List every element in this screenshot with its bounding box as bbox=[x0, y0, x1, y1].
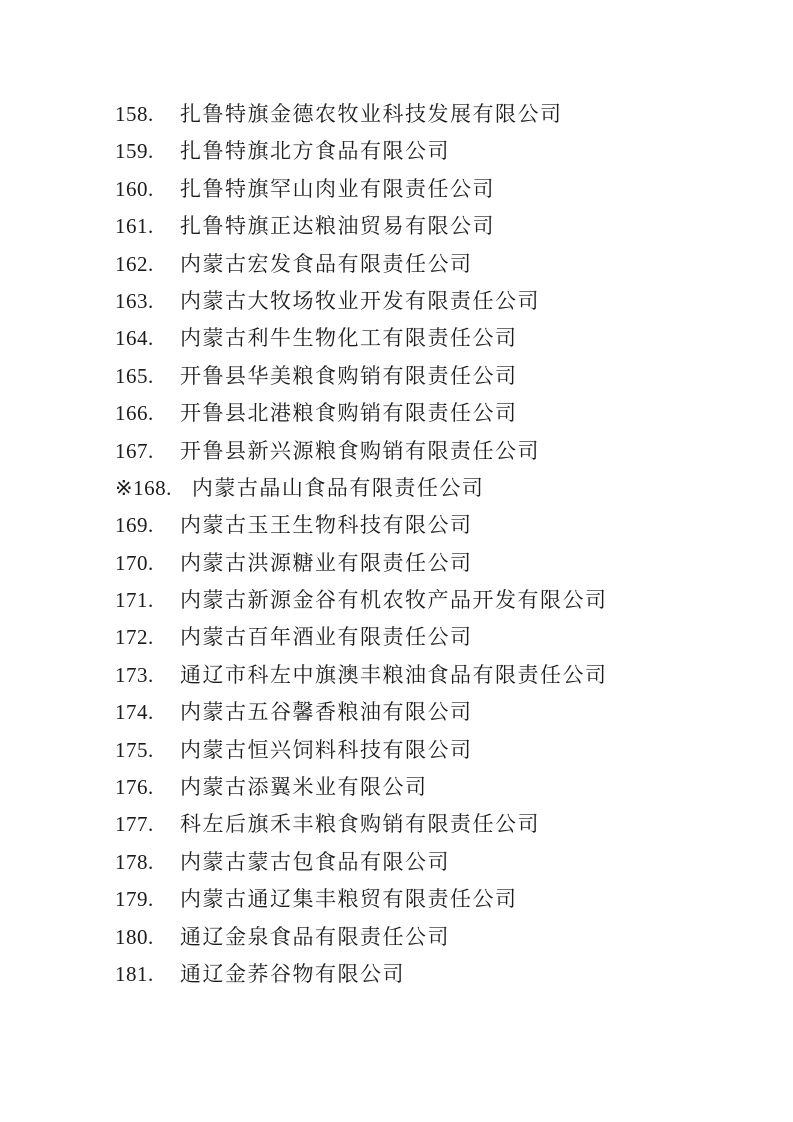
list-item bbox=[115, 283, 733, 320]
item-name: 内蒙古添翼米业有限公司 bbox=[180, 775, 428, 800]
item-number: 167. bbox=[115, 438, 154, 463]
item-name: 内蒙古玉王生物科技有限公司 bbox=[180, 513, 473, 538]
item-name: 通辽金荞谷物有限公司 bbox=[180, 961, 405, 986]
company-list bbox=[115, 96, 733, 993]
list-item bbox=[115, 507, 733, 544]
list-item bbox=[115, 96, 733, 133]
item-name: 开鲁县北港粮食购销有限责任公司 bbox=[180, 401, 518, 426]
item-name: 内蒙古利牛生物化工有限责任公司 bbox=[180, 326, 518, 351]
item-name: 内蒙古通辽集丰粮贸有限责任公司 bbox=[180, 887, 518, 912]
list-item bbox=[115, 171, 733, 208]
item-number: 161. bbox=[115, 214, 154, 239]
item-name: 扎鲁特旗正达粮油贸易有限公司 bbox=[180, 214, 495, 239]
item-number: 160. bbox=[115, 176, 154, 201]
item-name: 内蒙古恒兴饲料科技有限公司 bbox=[180, 737, 473, 762]
list-item bbox=[115, 694, 733, 731]
item-number: 165. bbox=[115, 363, 154, 388]
item-number: 158. bbox=[115, 102, 154, 126]
item-number: 166. bbox=[115, 401, 154, 426]
item-number: 178. bbox=[115, 849, 154, 874]
list-item bbox=[115, 582, 733, 619]
list-item bbox=[115, 619, 733, 656]
item-name: 通辽金泉食品有限责任公司 bbox=[180, 924, 450, 949]
item-name: 开鲁县新兴源粮食购销有限责任公司 bbox=[180, 438, 540, 463]
item-number: 180. bbox=[115, 924, 154, 949]
list-item bbox=[115, 133, 733, 170]
item-name: 内蒙古宏发食品有限责任公司 bbox=[180, 251, 473, 276]
item-name: 内蒙古洪源糖业有限责任公司 bbox=[180, 550, 473, 575]
list-item bbox=[115, 395, 733, 432]
list-item bbox=[115, 470, 733, 507]
item-number: 164. bbox=[115, 326, 154, 351]
item-number: 181. bbox=[115, 961, 154, 986]
item-name: 内蒙古五谷馨香粮油有限公司 bbox=[180, 700, 473, 725]
list-item bbox=[115, 956, 733, 993]
item-number: 163. bbox=[115, 288, 154, 313]
item-name: 扎鲁特旗金德农牧业科技发展有限公司 bbox=[180, 102, 563, 126]
list-item bbox=[115, 320, 733, 357]
item-name: 通辽市科左中旗澳丰粮油食品有限责任公司 bbox=[180, 662, 608, 687]
item-number: 162. bbox=[115, 251, 154, 276]
item-number: 172. bbox=[115, 625, 154, 650]
item-number: 174. bbox=[115, 700, 154, 725]
item-number: 175. bbox=[115, 737, 154, 762]
item-number: 170. bbox=[115, 550, 154, 575]
list-item bbox=[115, 657, 733, 694]
list-item bbox=[115, 881, 733, 918]
item-name: 扎鲁特旗罕山肉业有限责任公司 bbox=[180, 176, 495, 201]
item-number: 176. bbox=[115, 775, 154, 800]
item-name: 开鲁县华美粮食购销有限责任公司 bbox=[180, 363, 518, 388]
item-number: 169. bbox=[115, 513, 154, 538]
item-name: 科左后旗禾丰粮食购销有限责任公司 bbox=[180, 812, 540, 837]
list-item bbox=[115, 358, 733, 395]
list-item bbox=[115, 844, 733, 881]
item-number: 173. bbox=[115, 662, 154, 687]
item-number: ※168. bbox=[115, 475, 172, 500]
item-name: 内蒙古百年酒业有限责任公司 bbox=[180, 625, 473, 650]
item-number: 179. bbox=[115, 887, 154, 912]
list-item bbox=[115, 246, 733, 283]
list-item bbox=[115, 433, 733, 470]
list-item bbox=[115, 732, 733, 769]
item-name: 内蒙古蒙古包食品有限公司 bbox=[180, 849, 450, 874]
item-name: 内蒙古大牧场牧业开发有限责任公司 bbox=[180, 288, 540, 313]
item-number: 177. bbox=[115, 812, 154, 837]
list-item bbox=[115, 769, 733, 806]
list-item bbox=[115, 919, 733, 956]
list-item bbox=[115, 208, 733, 245]
item-name: 内蒙古新源金谷有机农牧产品开发有限公司 bbox=[180, 588, 608, 613]
list-item bbox=[115, 545, 733, 582]
item-name: 扎鲁特旗北方食品有限公司 bbox=[180, 139, 450, 164]
item-name: 内蒙古晶山食品有限责任公司 bbox=[191, 475, 485, 500]
item-number: 159. bbox=[115, 139, 154, 164]
item-number: 171. bbox=[115, 588, 154, 613]
list-item bbox=[115, 806, 733, 843]
